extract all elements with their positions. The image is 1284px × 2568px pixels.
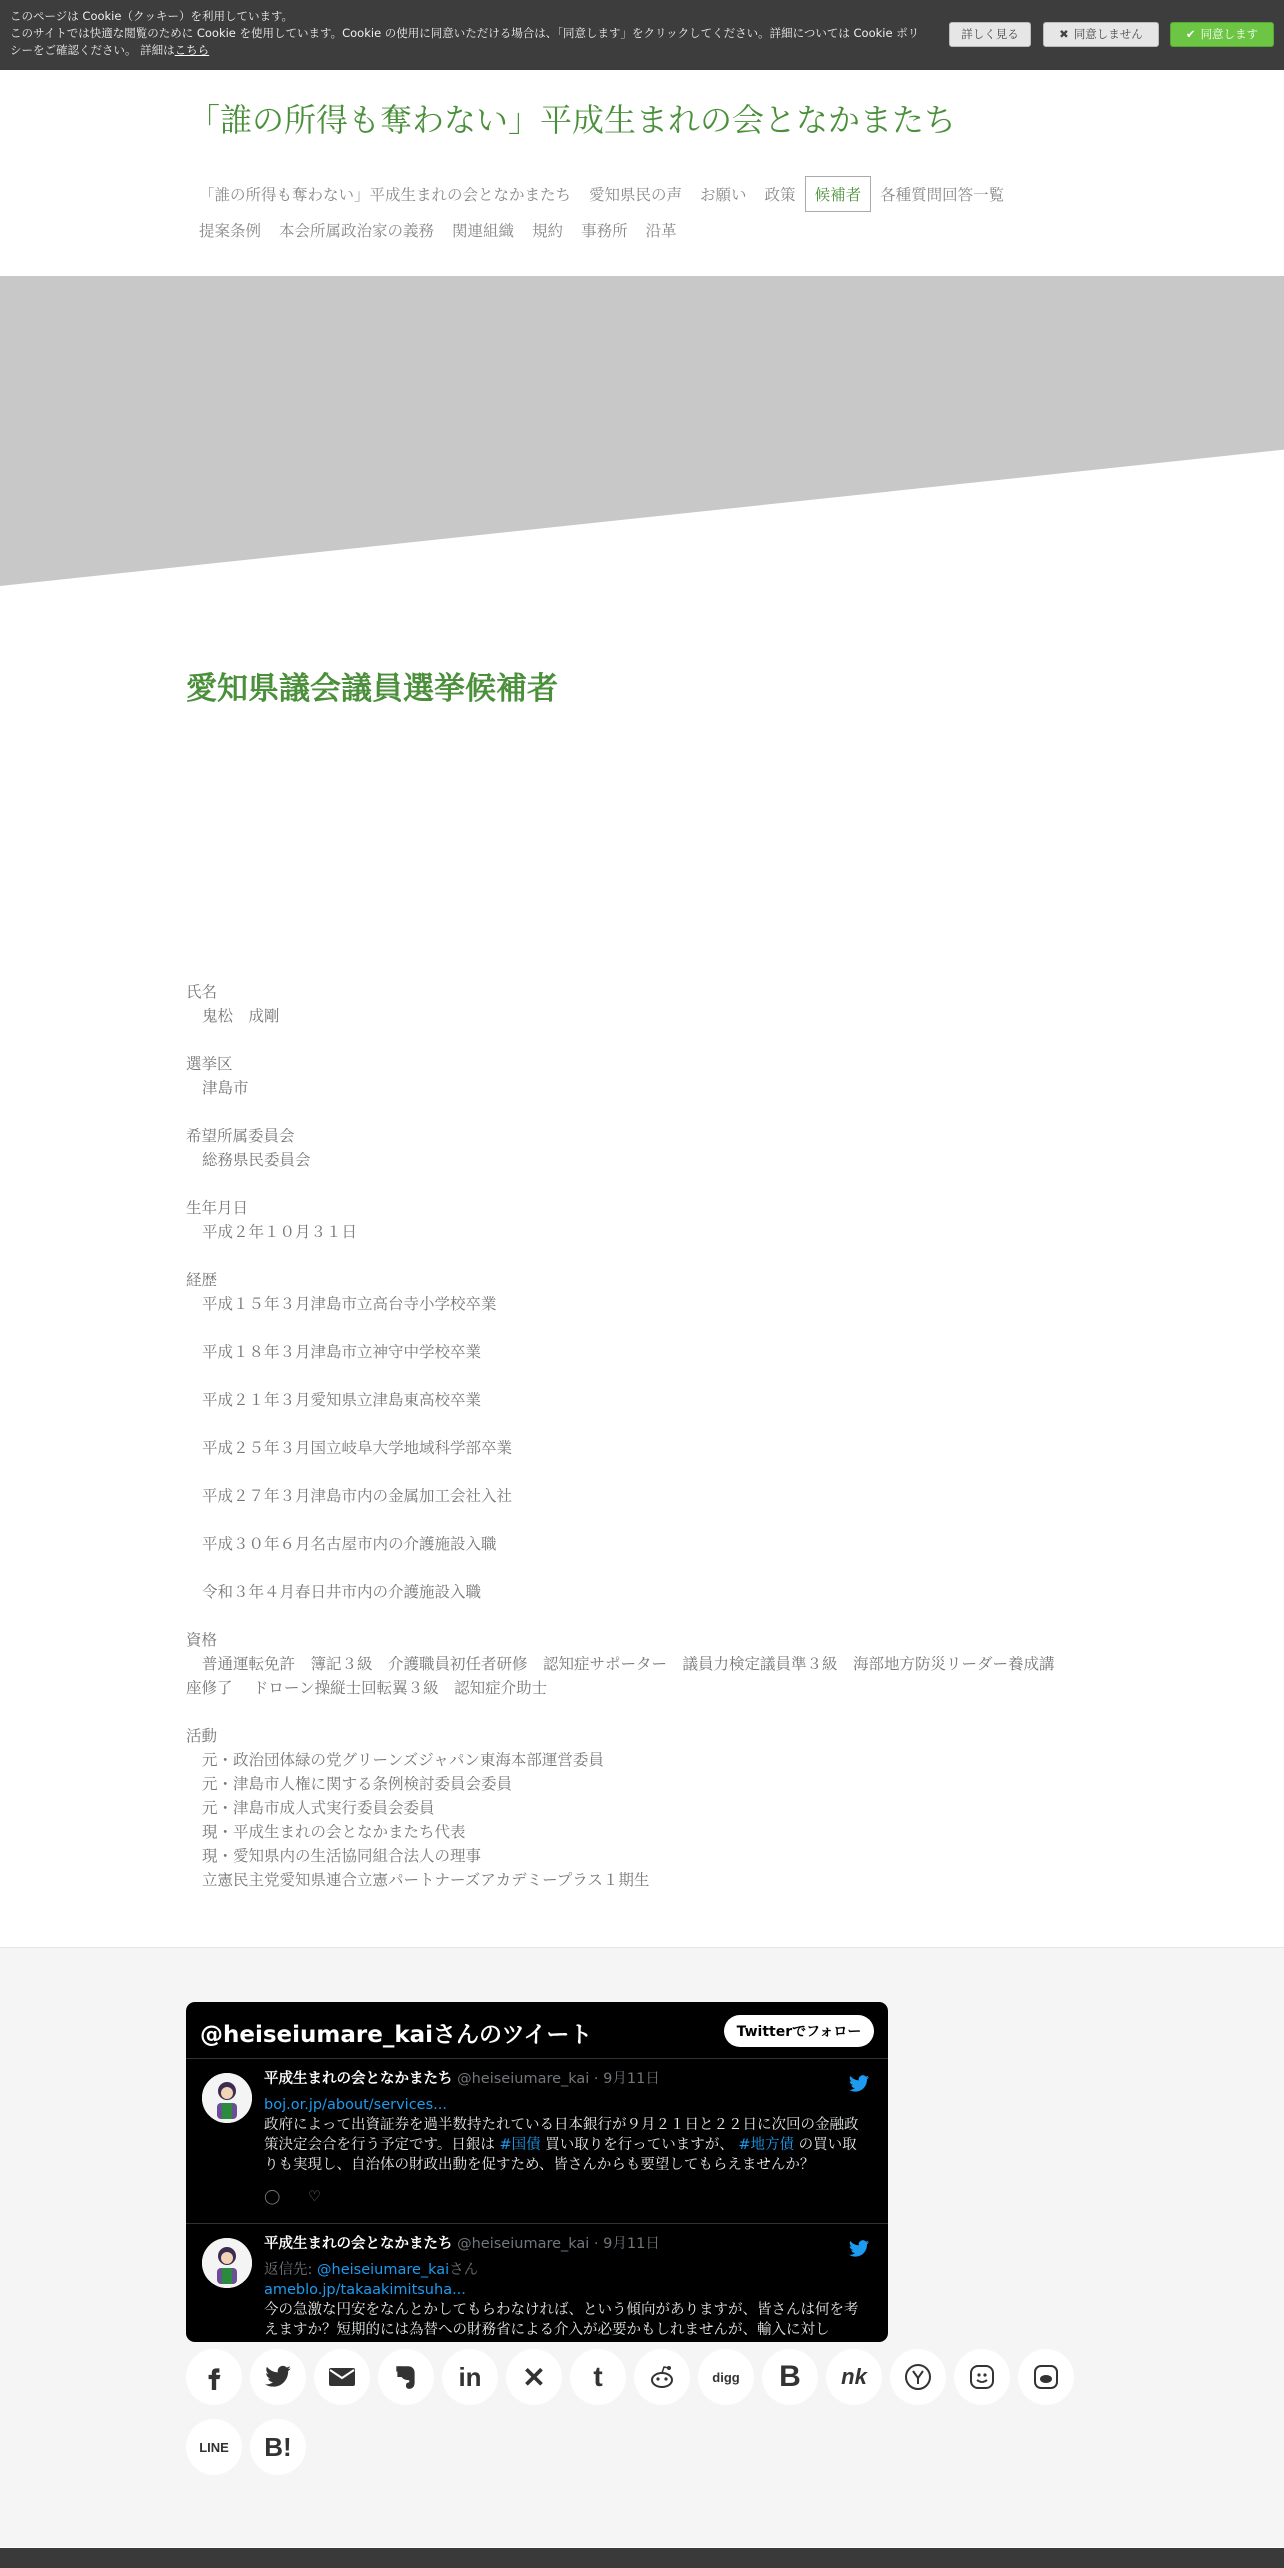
name-label: 氏名	[186, 983, 218, 1001]
line-icon[interactable]	[186, 2419, 242, 2475]
nav-item-voices[interactable]: 愛知県民の声	[589, 186, 683, 204]
reply-icon[interactable]: ◯	[264, 2189, 281, 2205]
activity-item: 立憲民主党愛知県連合立憲パートナーズアカデミープラス１期生	[202, 1871, 650, 1889]
hashtag-link[interactable]: #国債	[499, 2137, 541, 2153]
yahoo-icon[interactable]	[890, 2349, 946, 2405]
main-nav	[190, 176, 1090, 248]
birth-label: 生年月日	[186, 1199, 249, 1217]
nav-item-rules[interactable]: 規約	[532, 222, 564, 240]
activity-item: 現・平成生まれの会となかまたち代表	[202, 1823, 466, 1841]
committee-label: 希望所属委員会	[186, 1127, 295, 1145]
xing-icon[interactable]: ✕	[506, 2349, 562, 2405]
tweet-meta[interactable]: @heiseiumare_kai · 9月11日	[457, 2071, 660, 2087]
activity-item: 現・愛知県内の生活協同組合法人の理事	[202, 1847, 482, 1865]
x-icon: ✖	[1059, 27, 1069, 41]
blogger-icon[interactable]: B	[762, 2349, 818, 2405]
digg-label: digg	[712, 2369, 740, 2385]
activity-label: 活動	[186, 1727, 218, 1745]
tumblr-icon[interactable]: t	[570, 2349, 626, 2405]
nav-item-home[interactable]: 「誰の所得も奪わない」平成生まれの会となかまたち	[199, 186, 572, 204]
twitter-follow-button[interactable]: Twitterでフォロー	[724, 2015, 874, 2047]
career-item: 平成３０年６月名古屋市内の介護施設入職	[202, 1535, 497, 1553]
hatena-label: B!	[264, 2431, 292, 2462]
district-label: 選挙区	[186, 1055, 233, 1073]
tweet-text: 買い取りを行っていますが、	[540, 2137, 739, 2153]
tweet-author[interactable]: 平成生まれの会となかまたち	[264, 2236, 453, 2252]
tweet-text: 今の急激な円安をなんとかしてもらわなければ、という傾向がありますが、皆さんは何を考えますか？短期的には為替への財務省による介入が必要かもしれませんが、輸入に対し	[264, 2302, 859, 2338]
career-item: 平成２５年３月国立岐阜大学地域科学部卒業	[202, 1439, 513, 1457]
line-label: LINE	[199, 2439, 229, 2455]
cookie-more-button[interactable]	[949, 22, 1031, 47]
cookie-policy-link[interactable]: こちら	[174, 43, 210, 57]
birth-value: 平成２年１０月３１日	[202, 1223, 358, 1241]
weibo-icon[interactable]	[1018, 2349, 1074, 2405]
share-row-2	[186, 2419, 1086, 2475]
nav-item-qa[interactable]: 各種質問回答一覧	[880, 186, 1005, 204]
footer-bar	[0, 2548, 1284, 2568]
linkedin-icon[interactable]: in	[442, 2349, 498, 2405]
activity-item: 元・津島市人権に関する条例検討委員会委員	[202, 1775, 513, 1793]
newsvine-icon[interactable]	[826, 2349, 882, 2405]
evernote-icon[interactable]	[378, 2349, 434, 2405]
reddit-icon[interactable]	[634, 2349, 690, 2405]
nav-item-related[interactable]: 関連組織	[452, 222, 515, 240]
cookie-more-label: 詳しく見る	[961, 27, 1019, 41]
cookie-deny-label: 同意しません	[1073, 27, 1143, 41]
share-row-1	[186, 2349, 1086, 2405]
reply-prefix: 返信先:	[264, 2262, 317, 2278]
tweet-body	[264, 2234, 864, 2340]
like-icon[interactable]: ♡	[308, 2189, 322, 2205]
nav-item-policy[interactable]: 政策	[764, 186, 796, 204]
tweet[interactable]	[186, 2059, 888, 2224]
nav-item-ordinances[interactable]: 提案条例	[199, 222, 262, 240]
nav-row-1	[190, 176, 1090, 212]
hashtag-link[interactable]: #地方債	[738, 2137, 794, 2153]
nav-row-2	[190, 212, 1090, 248]
career-label: 経歴	[186, 1271, 218, 1289]
activity-item: 元・政治団体緑の党グリーンズジャパン東海本部運営委員	[202, 1751, 604, 1769]
cookie-line1: このページは Cookie（クッキー）を利用しています。	[10, 9, 294, 23]
header-banner	[0, 276, 1284, 586]
twitter-timeline[interactable]	[186, 2002, 888, 2342]
nav-item-duties[interactable]: 本会所属政治家の義務	[279, 222, 435, 240]
check-icon: ✔	[1185, 27, 1196, 41]
career-item: 平成２１年３月愛知県立津島東高校卒業	[202, 1391, 482, 1409]
qualification-line: 普通運転免許 簿記３級 介護職員初任者研修 認知症サポーター 議員力検定議員準３級 海部地方防災リーダー養成講	[202, 1655, 1055, 1673]
mixi-icon[interactable]	[954, 2349, 1010, 2405]
tweet-link[interactable]: boj.or.jp/about/services...	[264, 2097, 447, 2113]
nav-item-candidates[interactable]: 候補者	[805, 176, 872, 212]
activity-item: 元・津島市成人式実行委員会委員	[202, 1799, 435, 1817]
cookie-text	[10, 8, 930, 59]
cookie-accept-button[interactable]	[1170, 22, 1274, 47]
nav-item-request[interactable]: お願い	[700, 186, 747, 204]
committee-value: 総務県民委員会	[202, 1151, 311, 1169]
tweet-meta[interactable]: @heiseiumare_kai · 9月11日	[457, 2236, 660, 2252]
avatar[interactable]	[202, 2238, 252, 2288]
avatar[interactable]	[202, 2073, 252, 2123]
cookie-banner	[0, 0, 1284, 70]
page-title: 愛知県議会議員選挙候補者	[186, 671, 558, 707]
career-item: 令和３年４月春日井市内の介護施設入職	[202, 1583, 482, 1601]
career-item: 平成２７年３月津島市内の金属加工会社入社	[202, 1487, 513, 1505]
twitter-title[interactable]: @heiseiumare_kaiさんのツイート	[200, 2022, 593, 2048]
digg-icon[interactable]	[698, 2349, 754, 2405]
candidate-profile	[186, 980, 1096, 1892]
career-item: 平成１５年３月津島市立高台寺小学校卒業	[202, 1295, 497, 1313]
tweet-body	[264, 2069, 864, 2207]
tweet-link[interactable]: ameblo.jp/takaakimitsuha...	[264, 2282, 466, 2298]
district-value: 津島市	[202, 1079, 249, 1097]
twitter-header	[186, 2002, 888, 2059]
tweet-text: 政府によって出資証券を過半数持たれている日本銀行が９月２１日と２２日に次回の金融政策決定会合を行う予定です。日銀は	[264, 2117, 859, 2153]
reply-suffix: さん	[449, 2262, 479, 2278]
twitter-icon[interactable]	[250, 2349, 306, 2405]
tweet-actions	[264, 2187, 864, 2207]
tweet-author[interactable]: 平成生まれの会となかまたち	[264, 2071, 453, 2087]
qualification-label: 資格	[186, 1631, 218, 1649]
hatena-icon[interactable]	[250, 2419, 306, 2475]
reply-to-link[interactable]: @heiseiumare_kai	[317, 2262, 450, 2278]
cookie-line2: このサイトでは快適な閲覧のために Cookie を使用しています。Cookie の使用に同意いただける場合は、「同意します」をクリックしてください。詳細については Cookie ポリシーをご確認ください。 詳細は	[10, 26, 920, 57]
career-item: 平成１８年３月津島市立神守中学校卒業	[202, 1343, 482, 1361]
facebook-icon[interactable]	[186, 2349, 242, 2405]
tweet[interactable]	[186, 2224, 888, 2342]
qualification-line: 座修了 ドローン操縦士回転翼３級 認知症介助士	[186, 1679, 548, 1697]
nav-item-office[interactable]: 事務所	[581, 222, 628, 240]
newsvine-label: nk	[841, 2364, 867, 2389]
tweet-text: の買い取りも実現し、自治体の財政出動を促すため、皆さんからも要望してもらえませんか？	[264, 2137, 857, 2173]
nav-item-history[interactable]: 沿革	[645, 222, 677, 240]
site-title[interactable]: 「誰の所得も奪わない」平成生まれの会となかまたち	[188, 101, 957, 139]
mail-icon[interactable]	[314, 2349, 370, 2405]
cookie-accept-label: 同意します	[1200, 27, 1259, 41]
share-buttons	[186, 2349, 1086, 2489]
name-value: 鬼松 成剛	[202, 1007, 280, 1025]
cookie-deny-button[interactable]	[1043, 22, 1159, 47]
